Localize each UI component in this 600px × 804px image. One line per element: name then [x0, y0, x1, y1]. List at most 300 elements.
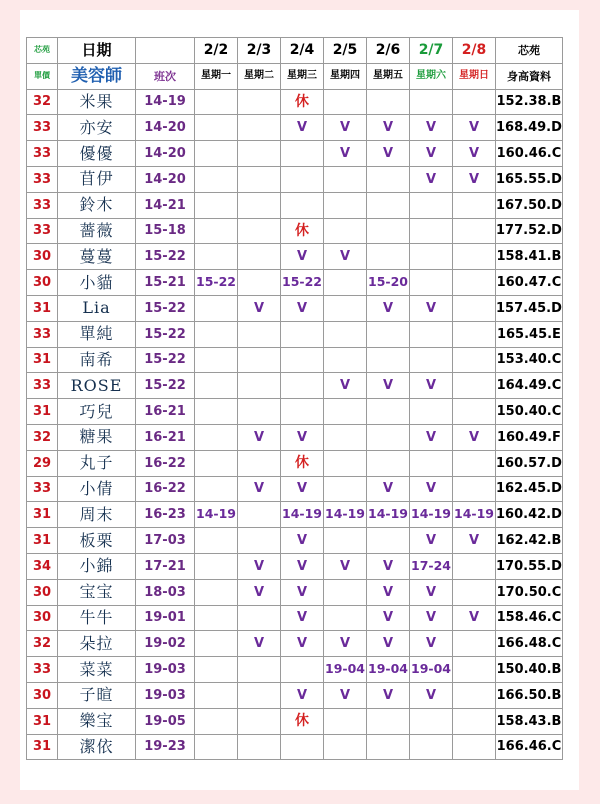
table-row: [27, 734, 563, 760]
date-cell: 2/7: [410, 38, 453, 64]
shift-cell: 14-19: [136, 89, 195, 115]
empty-day-cell: [453, 579, 496, 605]
empty-day-cell: [238, 89, 281, 115]
empty-day-cell: [238, 115, 281, 141]
table-row: [27, 399, 563, 425]
empty-day-cell: [453, 270, 496, 296]
empty-day-cell: [238, 218, 281, 244]
empty-day-cell: [195, 347, 238, 373]
empty-day-cell: [367, 218, 410, 244]
table-row: [27, 295, 563, 321]
empty-day-cell: [453, 373, 496, 399]
working-mark: V: [410, 373, 453, 399]
empty-day-cell: [324, 424, 367, 450]
empty-day-cell: [410, 347, 453, 373]
empty-day-cell: [324, 295, 367, 321]
height-info-cell: 177.52.D: [496, 218, 563, 244]
working-mark: V: [324, 553, 367, 579]
price-cell: 31: [27, 734, 58, 760]
height-info-cell: 152.38.B: [496, 89, 563, 115]
empty-day-cell: [324, 708, 367, 734]
empty-day-cell: [324, 528, 367, 554]
empty-day-cell: [367, 244, 410, 270]
beautician-name: 單純: [58, 321, 136, 347]
empty-day-cell: [195, 141, 238, 167]
date-cell: 2/8: [453, 38, 496, 64]
working-mark: V: [367, 682, 410, 708]
beautician-name: 宝宝: [58, 579, 136, 605]
price-header-top: 芯苑: [27, 38, 58, 64]
empty-day-cell: [367, 399, 410, 425]
working-mark: V: [410, 476, 453, 502]
weekday-cell: 星期日: [453, 63, 496, 89]
empty-day-cell: [238, 528, 281, 554]
beautician-name: 子暄: [58, 682, 136, 708]
empty-day-cell: [367, 528, 410, 554]
height-info-cell: 166.50.B: [496, 682, 563, 708]
price-cell: 31: [27, 528, 58, 554]
empty-day-cell: [238, 682, 281, 708]
working-mark: V: [367, 476, 410, 502]
table-row: [27, 270, 563, 296]
empty-day-cell: [195, 373, 238, 399]
empty-day-cell: [324, 579, 367, 605]
empty-day-cell: [410, 321, 453, 347]
empty-day-cell: [324, 89, 367, 115]
empty-day-cell: [453, 295, 496, 321]
empty-day-cell: [453, 708, 496, 734]
price-cell: 30: [27, 605, 58, 631]
price-cell: 30: [27, 270, 58, 296]
empty-day-cell: [367, 321, 410, 347]
empty-day-cell: [281, 347, 324, 373]
shift-cell: 15-22: [136, 347, 195, 373]
price-cell: 32: [27, 631, 58, 657]
table-row: [27, 141, 563, 167]
shift-cell: 19-23: [136, 734, 195, 760]
working-mark: V: [410, 141, 453, 167]
custom-hours-cell: 14-19: [367, 502, 410, 528]
empty-day-cell: [238, 321, 281, 347]
blank-header-cell: [136, 38, 195, 64]
beautician-name: 小錦: [58, 553, 136, 579]
table-row: [27, 528, 563, 554]
custom-hours-cell: 14-19: [281, 502, 324, 528]
empty-day-cell: [410, 89, 453, 115]
price-header-bottom: 單價: [27, 63, 58, 89]
beautician-name: 潔依: [58, 734, 136, 760]
working-mark: V: [281, 476, 324, 502]
empty-day-cell: [195, 192, 238, 218]
working-mark: V: [281, 579, 324, 605]
empty-day-cell: [195, 708, 238, 734]
beautician-name: 鈴木: [58, 192, 136, 218]
empty-day-cell: [410, 708, 453, 734]
schedule-sheet: [20, 10, 579, 790]
working-mark: V: [410, 424, 453, 450]
height-info-cell: 160.47.C: [496, 270, 563, 296]
custom-hours-cell: 14-19: [410, 502, 453, 528]
info-header-bottom: 身高資料: [496, 63, 563, 89]
working-mark: V: [238, 553, 281, 579]
shift-cell: 15-22: [136, 373, 195, 399]
height-info-cell: 153.40.C: [496, 347, 563, 373]
empty-day-cell: [238, 450, 281, 476]
shift-cell: 19-03: [136, 682, 195, 708]
shift-cell: 17-03: [136, 528, 195, 554]
beautician-name: Lia: [58, 295, 136, 321]
shift-cell: 16-21: [136, 424, 195, 450]
empty-day-cell: [324, 321, 367, 347]
working-mark: V: [410, 166, 453, 192]
header-row-weekdays: [27, 63, 563, 89]
height-info-cell: 158.43.B: [496, 708, 563, 734]
working-mark: V: [453, 115, 496, 141]
empty-day-cell: [195, 682, 238, 708]
height-info-cell: 160.49.F: [496, 424, 563, 450]
empty-day-cell: [195, 605, 238, 631]
price-cell: 33: [27, 115, 58, 141]
custom-hours-cell: 15-22: [195, 270, 238, 296]
empty-day-cell: [453, 553, 496, 579]
price-cell: 32: [27, 424, 58, 450]
empty-day-cell: [367, 89, 410, 115]
empty-day-cell: [281, 373, 324, 399]
empty-day-cell: [238, 708, 281, 734]
empty-day-cell: [195, 399, 238, 425]
working-mark: V: [410, 528, 453, 554]
shift-cell: 14-21: [136, 192, 195, 218]
custom-hours-cell: 19-04: [410, 657, 453, 683]
table-row: [27, 605, 563, 631]
working-mark: V: [367, 141, 410, 167]
price-cell: 33: [27, 321, 58, 347]
empty-day-cell: [367, 424, 410, 450]
empty-day-cell: [281, 321, 324, 347]
date-cell: 2/5: [324, 38, 367, 64]
working-mark: V: [453, 605, 496, 631]
working-mark: V: [238, 476, 281, 502]
empty-day-cell: [453, 399, 496, 425]
empty-day-cell: [410, 734, 453, 760]
empty-day-cell: [281, 734, 324, 760]
price-cell: 31: [27, 399, 58, 425]
rest-mark: 休: [281, 218, 324, 244]
empty-day-cell: [195, 476, 238, 502]
working-mark: V: [281, 528, 324, 554]
empty-day-cell: [195, 657, 238, 683]
working-mark: V: [281, 682, 324, 708]
working-mark: V: [410, 295, 453, 321]
rest-mark: 休: [281, 450, 324, 476]
shift-cell: 15-22: [136, 295, 195, 321]
working-mark: V: [453, 528, 496, 554]
working-mark: V: [238, 295, 281, 321]
table-row: [27, 502, 563, 528]
working-mark: V: [453, 166, 496, 192]
empty-day-cell: [195, 295, 238, 321]
shift-cell: 15-21: [136, 270, 195, 296]
custom-hours-cell: 14-19: [195, 502, 238, 528]
custom-hours-cell: 17-24: [410, 553, 453, 579]
beautician-name: 樂宝: [58, 708, 136, 734]
empty-day-cell: [410, 450, 453, 476]
table-row: [27, 115, 563, 141]
shift-cell: 19-01: [136, 605, 195, 631]
weekday-cell: 星期六: [410, 63, 453, 89]
empty-day-cell: [453, 218, 496, 244]
beautician-name: 朵拉: [58, 631, 136, 657]
empty-day-cell: [281, 192, 324, 218]
table-row: [27, 89, 563, 115]
price-cell: 30: [27, 579, 58, 605]
empty-day-cell: [195, 89, 238, 115]
empty-day-cell: [453, 476, 496, 502]
empty-day-cell: [453, 347, 496, 373]
empty-day-cell: [238, 141, 281, 167]
working-mark: V: [238, 631, 281, 657]
weekday-cell: 星期三: [281, 63, 324, 89]
header-row-dates: [27, 38, 563, 64]
price-cell: 33: [27, 218, 58, 244]
empty-day-cell: [453, 89, 496, 115]
beautician-header: 美容師: [58, 63, 136, 89]
price-cell: 33: [27, 192, 58, 218]
price-cell: 32: [27, 89, 58, 115]
table-row: [27, 450, 563, 476]
empty-day-cell: [410, 218, 453, 244]
working-mark: V: [324, 244, 367, 270]
empty-day-cell: [410, 399, 453, 425]
empty-day-cell: [238, 734, 281, 760]
working-mark: V: [410, 605, 453, 631]
beautician-name: 小貓: [58, 270, 136, 296]
empty-day-cell: [453, 682, 496, 708]
shift-cell: 16-22: [136, 450, 195, 476]
height-info-cell: 168.49.D: [496, 115, 563, 141]
empty-day-cell: [367, 734, 410, 760]
table-row: [27, 476, 563, 502]
table-row: [27, 244, 563, 270]
price-cell: 31: [27, 502, 58, 528]
price-cell: 33: [27, 373, 58, 399]
price-cell: 33: [27, 476, 58, 502]
empty-day-cell: [281, 141, 324, 167]
empty-day-cell: [410, 192, 453, 218]
table-row: [27, 708, 563, 734]
height-info-cell: 167.50.D: [496, 192, 563, 218]
working-mark: V: [324, 373, 367, 399]
empty-day-cell: [195, 631, 238, 657]
empty-day-cell: [324, 399, 367, 425]
height-info-cell: 160.57.D: [496, 450, 563, 476]
height-info-cell: 165.55.D: [496, 166, 563, 192]
empty-day-cell: [238, 657, 281, 683]
custom-hours-cell: 19-04: [324, 657, 367, 683]
empty-day-cell: [410, 270, 453, 296]
working-mark: V: [281, 553, 324, 579]
empty-day-cell: [453, 450, 496, 476]
empty-day-cell: [324, 192, 367, 218]
shift-cell: 14-20: [136, 166, 195, 192]
custom-hours-cell: 15-22: [281, 270, 324, 296]
working-mark: V: [281, 631, 324, 657]
empty-day-cell: [195, 553, 238, 579]
empty-day-cell: [324, 347, 367, 373]
height-info-cell: 162.45.D: [496, 476, 563, 502]
empty-day-cell: [195, 244, 238, 270]
price-cell: 34: [27, 553, 58, 579]
shift-cell: 15-22: [136, 244, 195, 270]
height-info-cell: 150.40.C: [496, 399, 563, 425]
beautician-name: 板栗: [58, 528, 136, 554]
empty-day-cell: [410, 244, 453, 270]
working-mark: V: [324, 115, 367, 141]
empty-day-cell: [453, 244, 496, 270]
height-info-cell: 162.42.B: [496, 528, 563, 554]
empty-day-cell: [453, 192, 496, 218]
beautician-name: 米果: [58, 89, 136, 115]
empty-day-cell: [367, 192, 410, 218]
height-info-cell: 166.48.C: [496, 631, 563, 657]
working-mark: V: [453, 424, 496, 450]
empty-day-cell: [281, 166, 324, 192]
working-mark: V: [324, 682, 367, 708]
working-mark: V: [281, 295, 324, 321]
shift-cell: 19-02: [136, 631, 195, 657]
working-mark: V: [453, 141, 496, 167]
table-row: [27, 579, 563, 605]
shift-cell: 14-20: [136, 141, 195, 167]
table-row: [27, 631, 563, 657]
empty-day-cell: [324, 450, 367, 476]
empty-day-cell: [238, 244, 281, 270]
working-mark: V: [367, 295, 410, 321]
beautician-name: 菜菜: [58, 657, 136, 683]
empty-day-cell: [238, 502, 281, 528]
table-row: [27, 321, 563, 347]
height-info-cell: 166.46.C: [496, 734, 563, 760]
height-info-cell: 150.40.B: [496, 657, 563, 683]
price-cell: 33: [27, 657, 58, 683]
date-cell: 2/2: [195, 38, 238, 64]
working-mark: V: [410, 682, 453, 708]
schedule-table: [26, 37, 563, 760]
beautician-name: 巧兒: [58, 399, 136, 425]
price-cell: 30: [27, 682, 58, 708]
date-cell: 2/6: [367, 38, 410, 64]
beautician-name: 丸子: [58, 450, 136, 476]
empty-day-cell: [238, 373, 281, 399]
empty-day-cell: [281, 657, 324, 683]
height-info-cell: 170.55.D: [496, 553, 563, 579]
price-cell: 33: [27, 141, 58, 167]
table-row: [27, 347, 563, 373]
info-header-top: 芯苑: [496, 38, 563, 64]
beautician-name: ROSE: [58, 373, 136, 399]
empty-day-cell: [195, 424, 238, 450]
height-info-cell: 158.41.B: [496, 244, 563, 270]
shift-cell: 15-22: [136, 321, 195, 347]
working-mark: V: [367, 579, 410, 605]
empty-day-cell: [195, 579, 238, 605]
empty-day-cell: [453, 734, 496, 760]
working-mark: V: [410, 631, 453, 657]
working-mark: V: [281, 244, 324, 270]
working-mark: V: [367, 373, 410, 399]
shift-cell: 16-21: [136, 399, 195, 425]
beautician-name: 苜伊: [58, 166, 136, 192]
height-info-cell: 160.42.D: [496, 502, 563, 528]
shift-cell: 19-05: [136, 708, 195, 734]
empty-day-cell: [453, 631, 496, 657]
empty-day-cell: [324, 218, 367, 244]
table-row: [27, 553, 563, 579]
empty-day-cell: [238, 605, 281, 631]
price-cell: 31: [27, 708, 58, 734]
shift-cell: 16-22: [136, 476, 195, 502]
height-info-cell: 170.50.C: [496, 579, 563, 605]
custom-hours-cell: 14-19: [453, 502, 496, 528]
empty-day-cell: [238, 192, 281, 218]
empty-day-cell: [281, 399, 324, 425]
working-mark: V: [367, 553, 410, 579]
empty-day-cell: [195, 218, 238, 244]
custom-hours-cell: 19-04: [367, 657, 410, 683]
price-cell: 31: [27, 295, 58, 321]
empty-day-cell: [453, 321, 496, 347]
beautician-name: 亦安: [58, 115, 136, 141]
height-info-cell: 164.49.C: [496, 373, 563, 399]
empty-day-cell: [195, 734, 238, 760]
working-mark: V: [281, 424, 324, 450]
table-row: [27, 682, 563, 708]
working-mark: V: [324, 141, 367, 167]
empty-day-cell: [238, 270, 281, 296]
beautician-name: 牛牛: [58, 605, 136, 631]
date-header: 日期: [58, 38, 136, 64]
beautician-name: 南希: [58, 347, 136, 373]
rest-mark: 休: [281, 708, 324, 734]
working-mark: V: [410, 579, 453, 605]
shift-cell: 14-20: [136, 115, 195, 141]
empty-day-cell: [324, 476, 367, 502]
empty-day-cell: [324, 166, 367, 192]
shift-cell: 17-21: [136, 553, 195, 579]
empty-day-cell: [367, 708, 410, 734]
beautician-name: 周末: [58, 502, 136, 528]
price-cell: 29: [27, 450, 58, 476]
table-row: [27, 166, 563, 192]
shift-cell: 15-18: [136, 218, 195, 244]
beautician-name: 優優: [58, 141, 136, 167]
beautician-name: 蔓蔓: [58, 244, 136, 270]
working-mark: V: [367, 605, 410, 631]
price-cell: 33: [27, 166, 58, 192]
empty-day-cell: [195, 321, 238, 347]
table-row: [27, 424, 563, 450]
custom-hours-cell: 14-19: [324, 502, 367, 528]
custom-hours-cell: 15-20: [367, 270, 410, 296]
table-row: [27, 218, 563, 244]
working-mark: V: [367, 631, 410, 657]
working-mark: V: [281, 605, 324, 631]
shift-cell: 18-03: [136, 579, 195, 605]
shift-cell: 19-03: [136, 657, 195, 683]
weekday-cell: 星期一: [195, 63, 238, 89]
empty-day-cell: [453, 657, 496, 683]
beautician-name: 糖果: [58, 424, 136, 450]
